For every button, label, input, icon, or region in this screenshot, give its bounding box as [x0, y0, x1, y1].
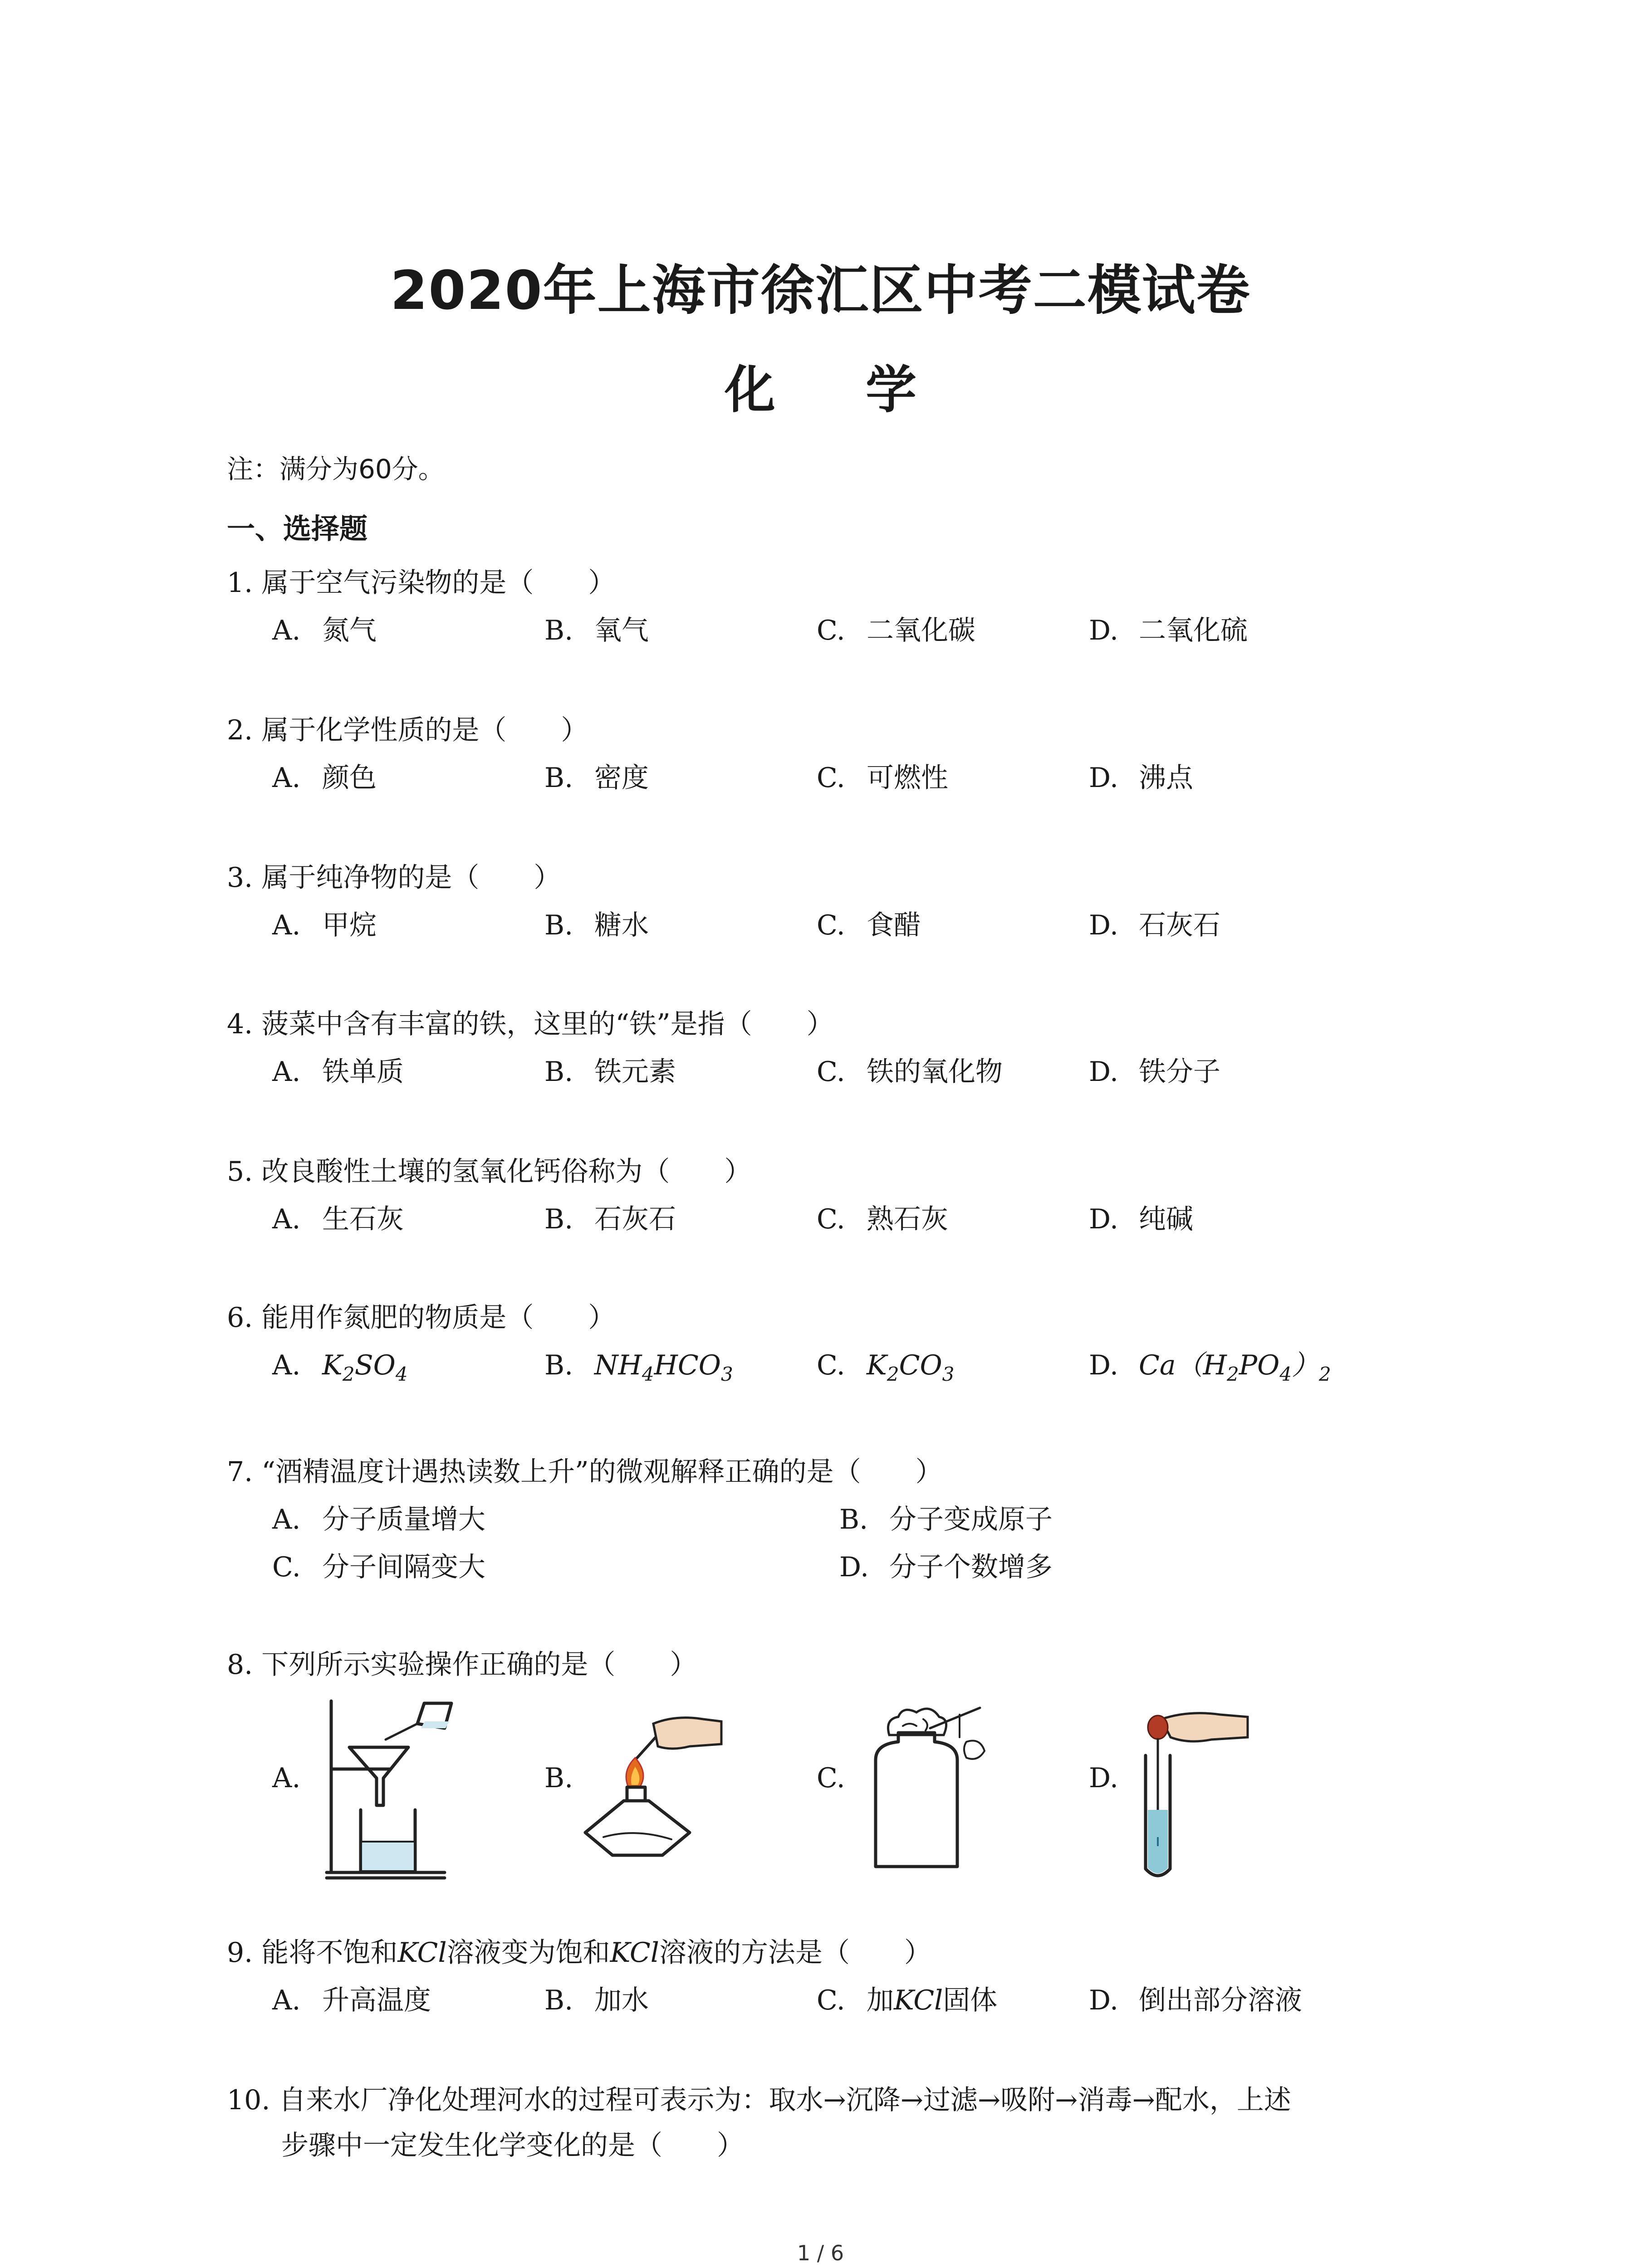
q8-option-a-letter[interactable]: A.: [272, 1762, 301, 1794]
q2-option-b[interactable]: B. 密度: [544, 762, 649, 794]
q2-option-a[interactable]: A. 颜色: [272, 762, 377, 794]
q5-option-b[interactable]: B. 石灰石: [544, 1203, 676, 1235]
q1-option-d[interactable]: D. 二氧化硫: [1089, 615, 1248, 646]
q1-option-b[interactable]: B. 氧气: [544, 615, 649, 646]
subject-title: 化 学: [725, 361, 953, 420]
dropper-test-tube-figure: [1130, 1701, 1275, 1882]
alcohol-lamp-figure: [585, 1710, 730, 1864]
question-1-stem: 1. 属于空气污染物的是（ ）: [227, 567, 616, 599]
q6-option-d[interactable]: D. $Ca(H_2PO_4)_2$: [1089, 1349, 1331, 1385]
question-4-stem: 4. 菠菜中含有丰富的铁，这里的“铁”是指（ ）: [227, 1008, 834, 1040]
q4-option-c[interactable]: C. 铁的氧化物: [817, 1056, 1003, 1088]
question-10-stem-line2: 步骤中一定发生化学变化的是（ ）: [281, 2130, 744, 2161]
q4-option-b[interactable]: B. 铁元素: [544, 1056, 676, 1088]
question-10-stem-line1: 10. 自来水厂净化处理河水的过程可表示为：取水→沉降→过滤→吸附→消毒→配水，上述: [227, 2084, 1291, 2116]
q2-option-c[interactable]: C. 可燃性: [817, 762, 948, 794]
q8-option-c-letter[interactable]: C.: [817, 1762, 845, 1794]
q5-option-a[interactable]: A. 生石灰: [272, 1203, 404, 1235]
page-number: 1 / 6: [797, 2241, 844, 2265]
q7-option-a[interactable]: A. 分子质量增大: [272, 1504, 485, 1535]
q9-option-c[interactable]: C. 加KCl固体: [817, 1984, 998, 2016]
q7-option-d[interactable]: D. 分子个数增多: [839, 1551, 1053, 1583]
q3-option-d[interactable]: D. 石灰石: [1089, 909, 1220, 941]
q3-option-b[interactable]: B. 糖水: [544, 909, 649, 941]
q9-option-b[interactable]: B. 加水: [544, 1984, 649, 2016]
q8-option-b-letter[interactable]: B.: [544, 1762, 573, 1794]
q1-option-a[interactable]: A. 氮气: [272, 615, 377, 646]
question-2-stem: 2. 属于化学性质的是（ ）: [227, 714, 588, 746]
score-note: 注：满分为60分。: [227, 454, 445, 484]
formula-nh4hco3: $NH_4HCO_3$: [594, 1349, 733, 1385]
section-title: 一、选择题: [227, 512, 368, 545]
q5-option-c[interactable]: C. 熟石灰: [817, 1203, 948, 1235]
q3-option-c[interactable]: C. 食醋: [817, 909, 921, 941]
exam-title: 2020年上海市徐汇区中考二模试卷: [390, 259, 1251, 322]
q2-option-d[interactable]: D. 沸点: [1089, 762, 1193, 794]
q4-option-a[interactable]: A. 铁单质: [272, 1056, 404, 1088]
q9-option-a[interactable]: A. 升高温度: [272, 1984, 431, 2016]
question-9-stem: 9. 能将不饱和KCl溶液变为饱和KCl溶液的方法是（ ）: [227, 1937, 931, 1969]
q6-option-a[interactable]: A. $K_2SO_4$: [272, 1349, 408, 1385]
gas-bottle-figure: [857, 1701, 1003, 1873]
formula-k2co3: $K_2CO_3$: [867, 1349, 955, 1385]
q3-option-a[interactable]: A. 甲烷: [272, 909, 377, 941]
q6-option-b[interactable]: B. $NH_4HCO_3$: [544, 1349, 733, 1385]
question-8-stem: 8. 下列所示实验操作正确的是（ ）: [227, 1649, 697, 1681]
q1-option-c[interactable]: C. 二氧化碳: [817, 615, 975, 646]
question-5-stem: 5. 改良酸性土壤的氢氧化钙俗称为（ ）: [227, 1156, 752, 1188]
q8-option-d-letter[interactable]: D.: [1089, 1762, 1119, 1794]
question-7-stem: 7. “酒精温度计遇热读数上升”的微观解释正确的是（ ）: [227, 1456, 943, 1488]
q7-option-b[interactable]: B. 分子变成原子: [839, 1504, 1053, 1535]
q7-option-c[interactable]: C. 分子间隔变大: [272, 1551, 485, 1583]
filtration-apparatus-figure: [313, 1696, 458, 1887]
q9-option-d[interactable]: D. 倒出部分溶液: [1089, 1984, 1302, 2016]
question-3-stem: 3. 属于纯净物的是（ ）: [227, 862, 561, 894]
formula-k2so4: $K_2SO_4$: [322, 1349, 408, 1385]
q4-option-d[interactable]: D. 铁分子: [1089, 1056, 1220, 1088]
q6-option-c[interactable]: C. $K_2CO_3$: [817, 1349, 955, 1385]
q5-option-d[interactable]: D. 纯碱: [1089, 1203, 1193, 1235]
formula-ca-h2po4-2: $Ca(H_2PO_4)_2$: [1139, 1349, 1331, 1385]
question-6-stem: 6. 能用作氮肥的物质是（ ）: [227, 1302, 616, 1334]
